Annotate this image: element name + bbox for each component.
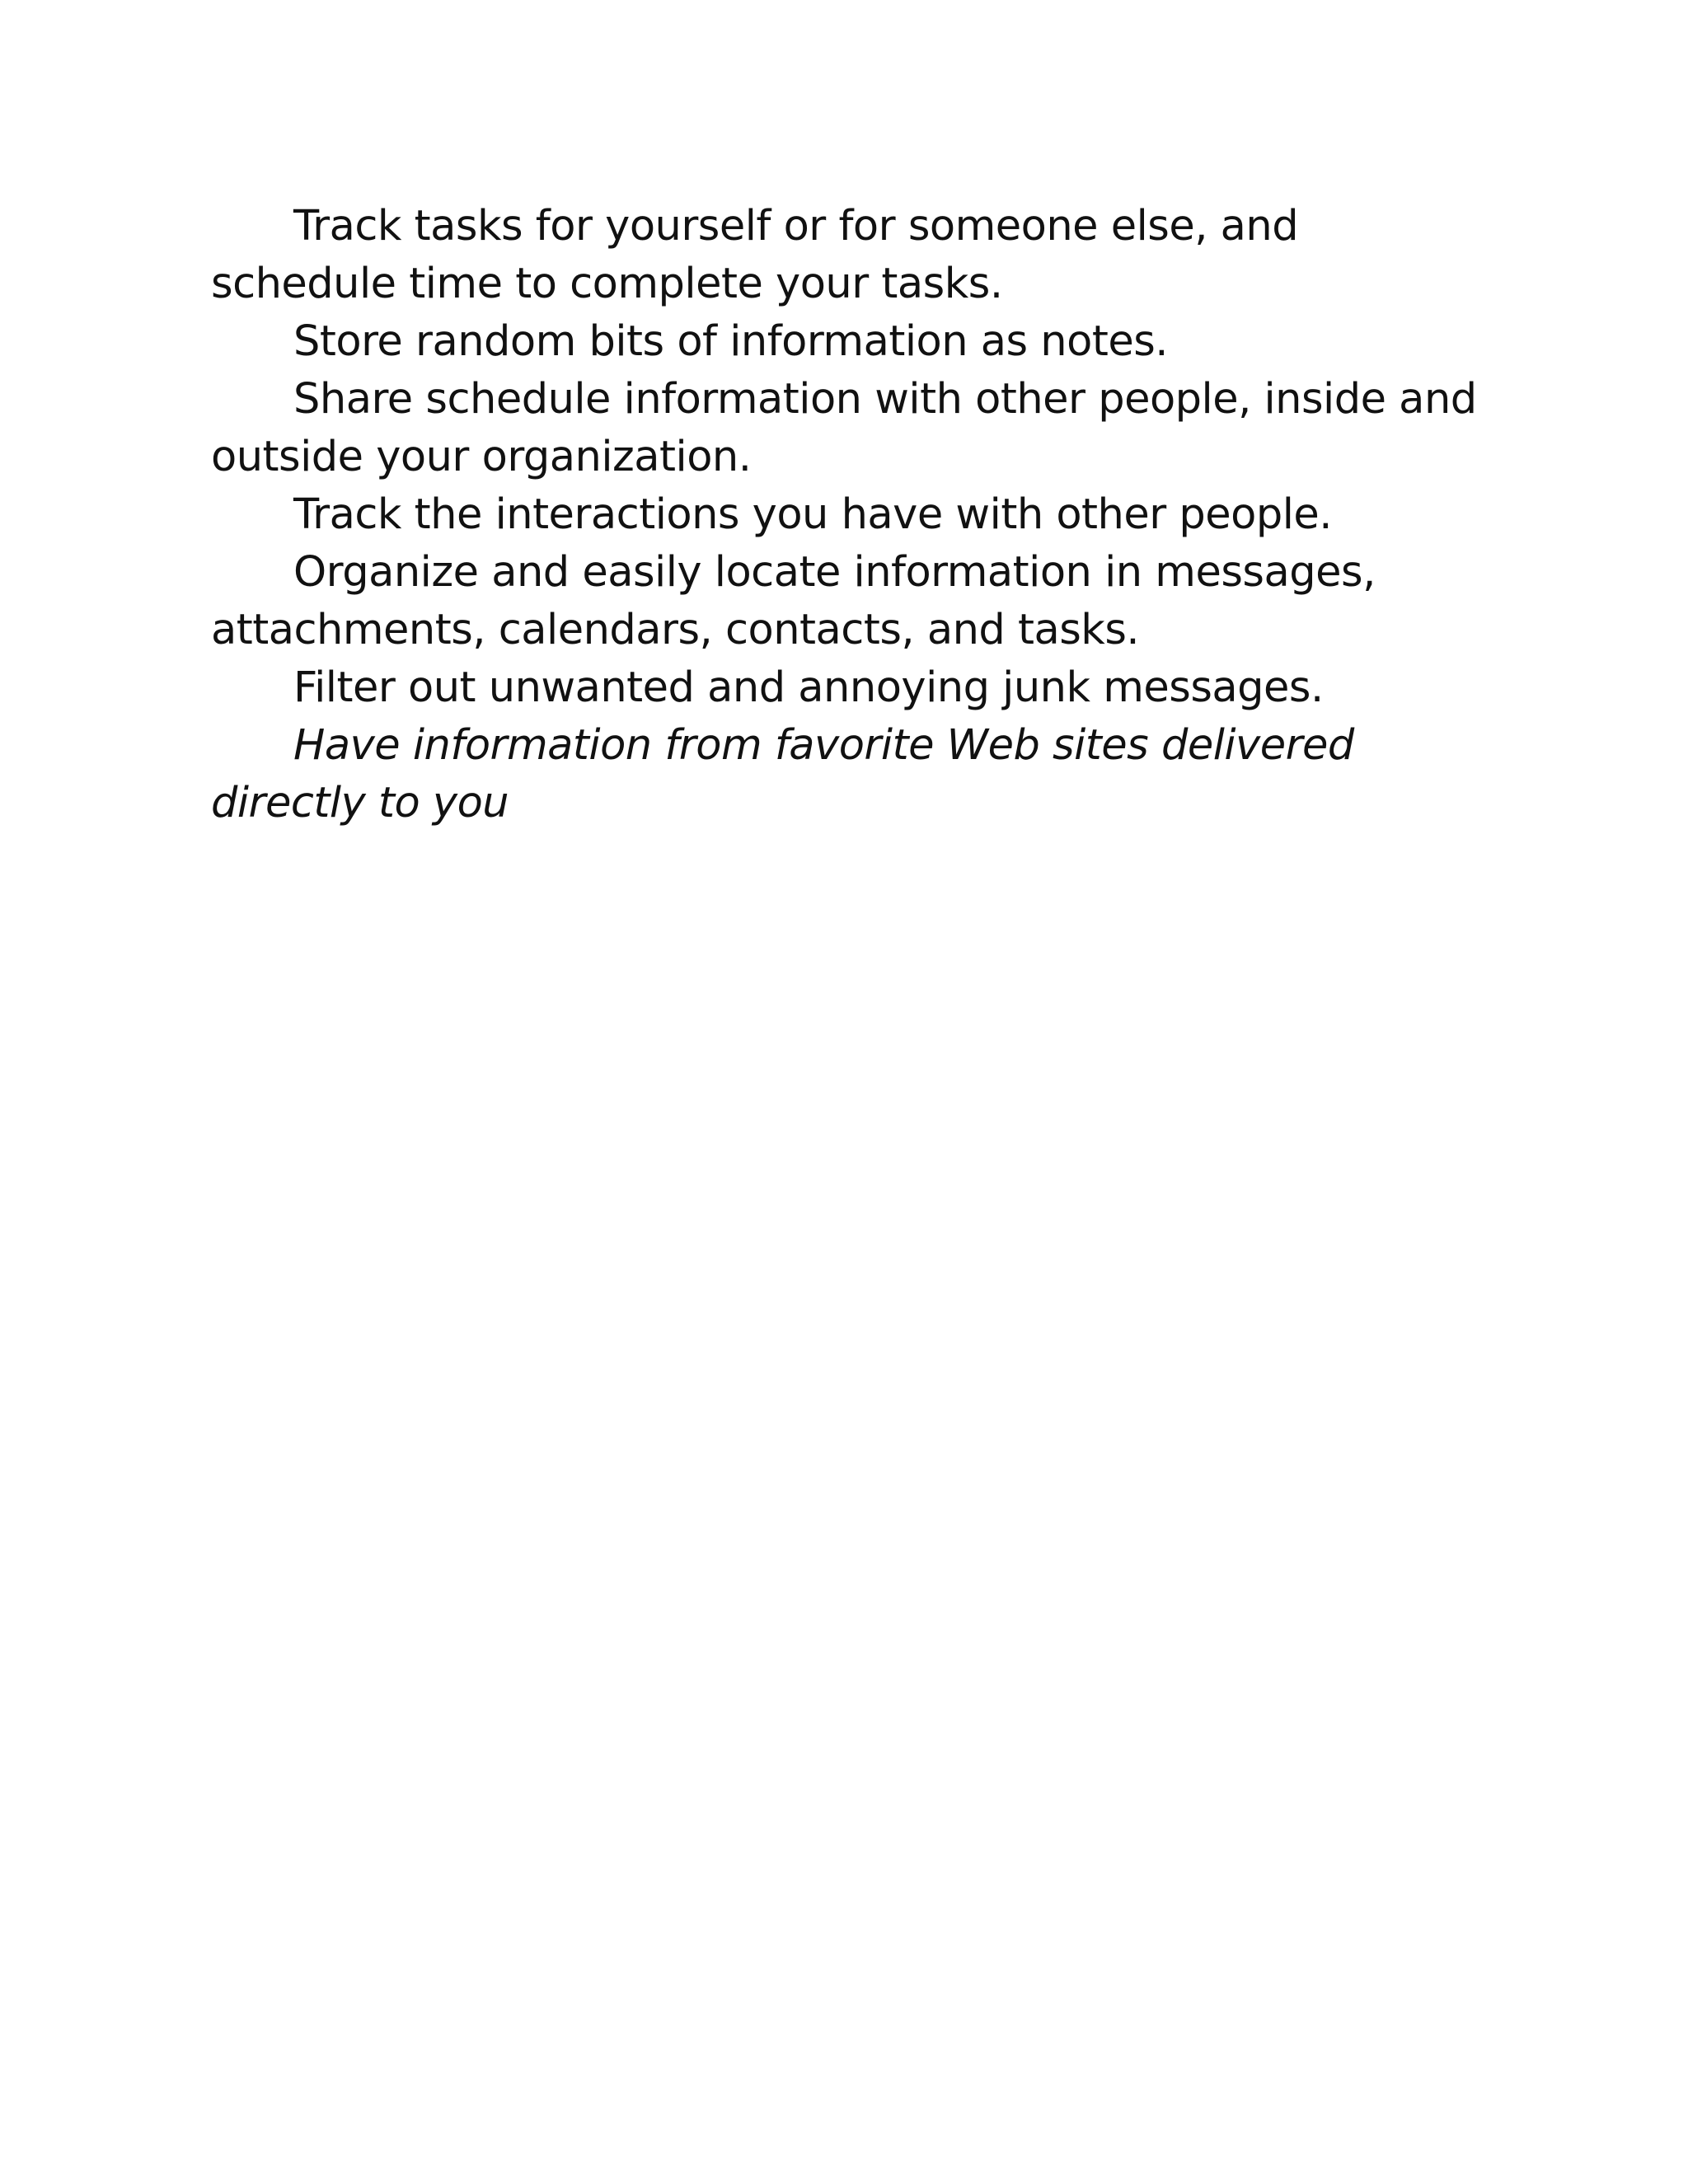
paragraph-track-tasks: Track tasks for yourself or for someone else, and schedule time to complete your tasks.	[211, 202, 1299, 308]
paragraph-share-schedule: Share schedule information with other people, inside and outside your organization.	[211, 375, 1477, 481]
body-text	[211, 198, 1477, 832]
paragraph-track-interactions: Track the interactions you have with other people.	[293, 490, 1333, 539]
paragraph-organize-information: Organize and easily locate information in messages, attachments, calendars, contacts, and tasks.	[211, 548, 1376, 654]
paragraph-filter-junk: Filter out unwanted and annoying junk messages.	[293, 663, 1324, 712]
paragraph-store-notes: Store random bits of information as notes.	[293, 317, 1168, 366]
paragraph-web-sites: Have information from favorite Web sites delivered directly to you	[211, 721, 1354, 827]
